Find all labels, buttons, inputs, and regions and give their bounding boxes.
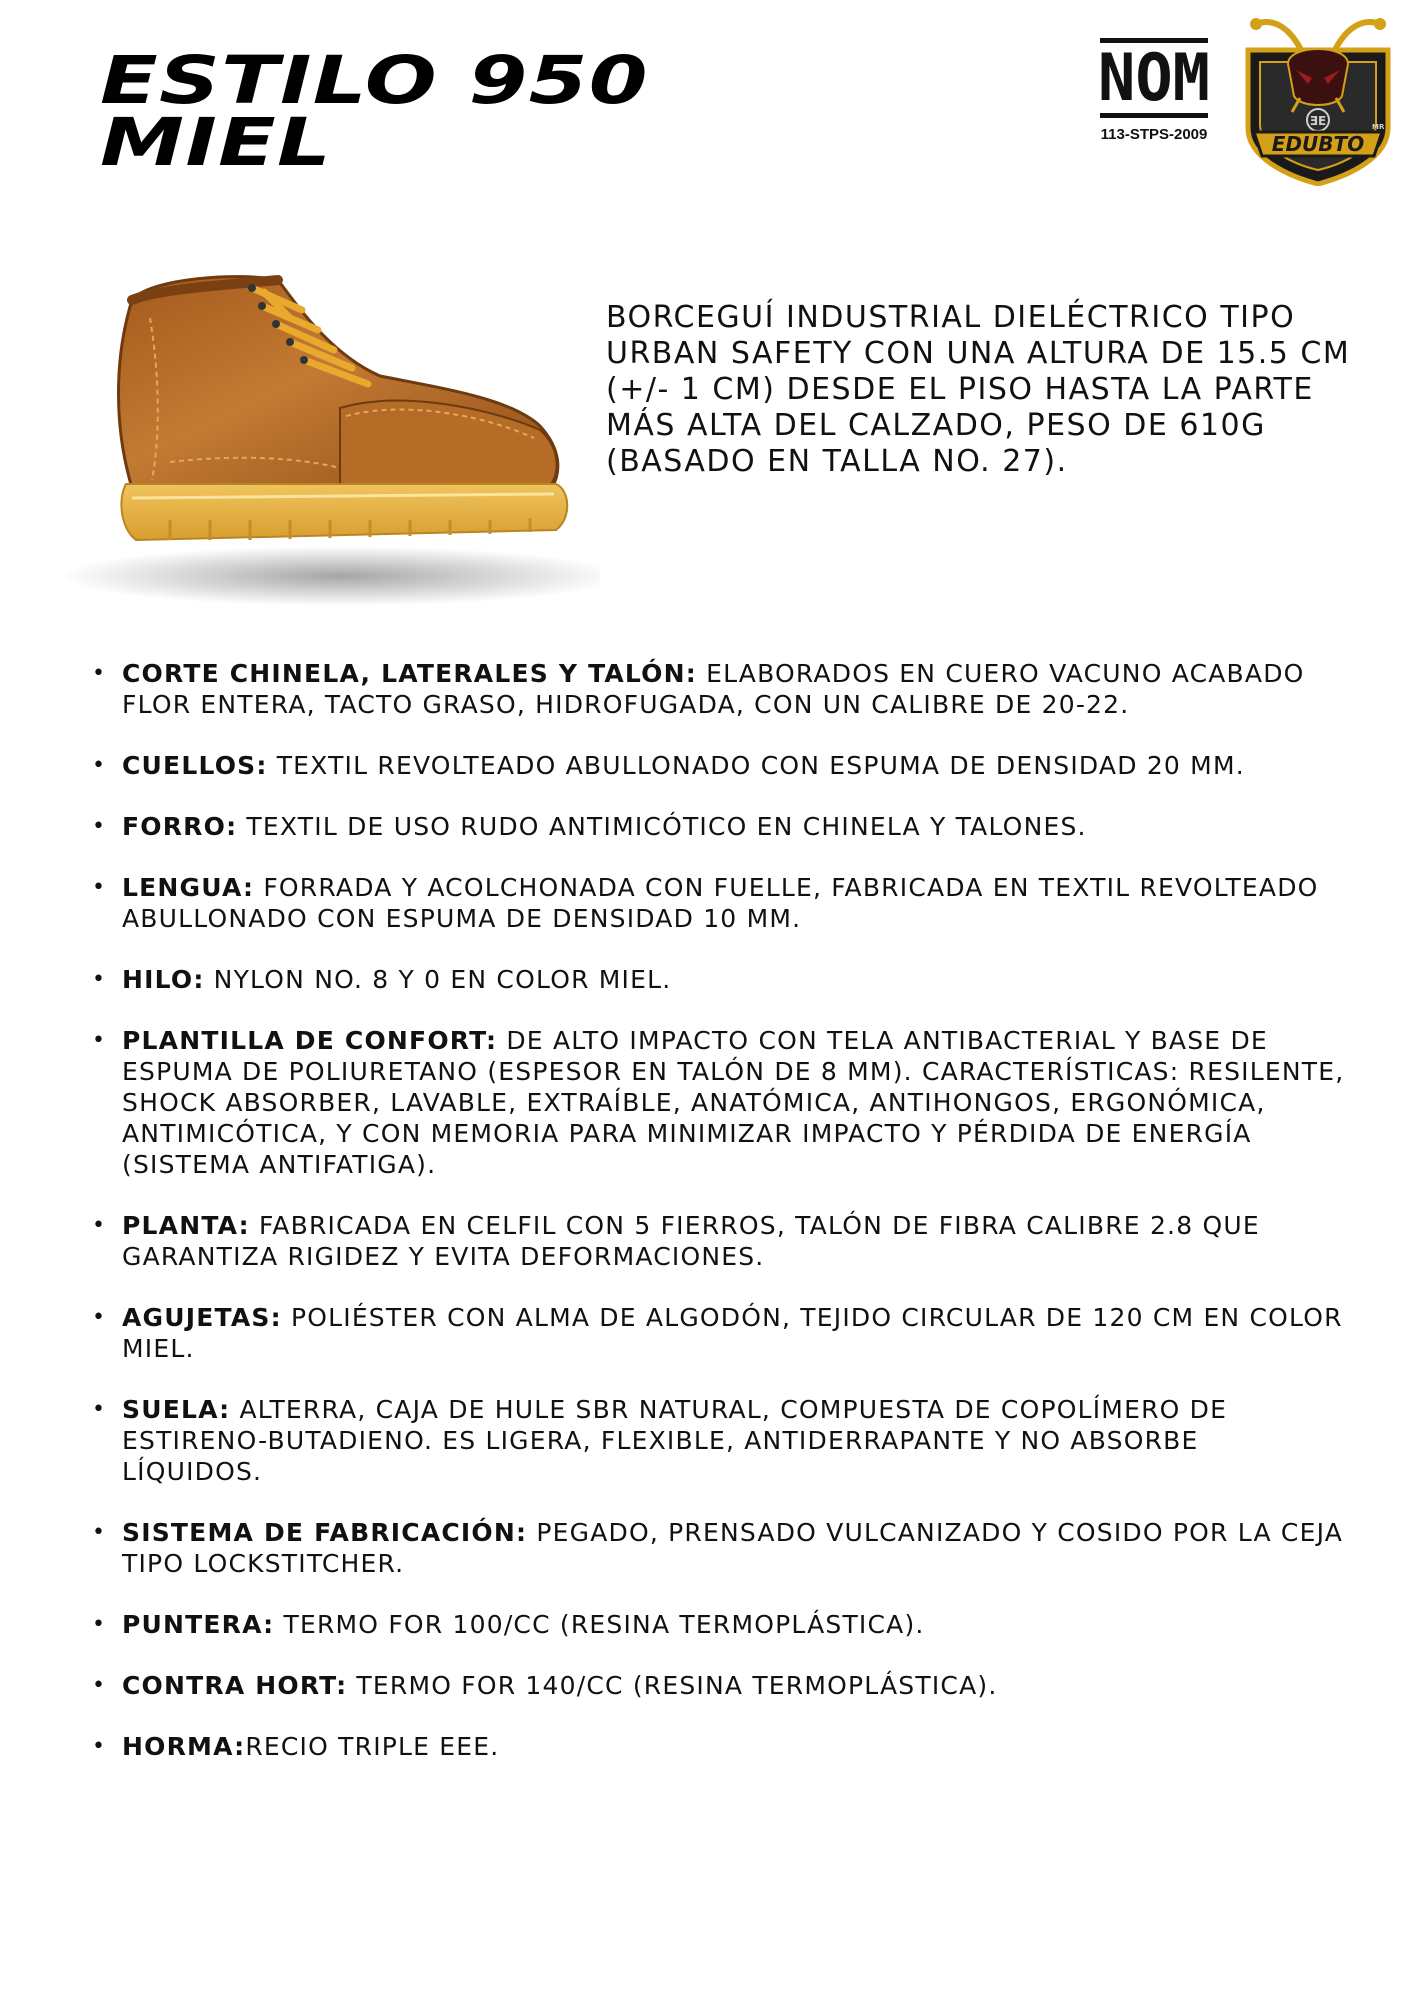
bullet-icon: • [92, 1734, 107, 1759]
title-line-2: MIEL [100, 104, 333, 181]
spec-item-suela [92, 1394, 1346, 1487]
logo-trademark: MR [1372, 123, 1385, 131]
spec-label: SISTEMA DE FABRICACIÓN: [122, 1518, 528, 1547]
spec-item-cuellos [92, 750, 1346, 781]
spec-label: PLANTILLA DE CONFORT: [122, 1026, 498, 1055]
spec-text: PEGADO, PRENSADO VULCANIZADO Y COSIDO POR LA CEJA TIPO LOCKSTITCHER. [122, 1518, 1344, 1578]
spec-label: LENGUA: [122, 873, 255, 902]
spec-label: FORRO: [122, 812, 238, 841]
product-description: BORCEGUÍ INDUSTRIAL DIELÉCTRICO TIPO URBAN SAFETY CON UNA ALTURA DE 15.5 CM (+/- 1 CM) DESDE EL PISO HASTA LA PARTE MÁS ALTA DEL CALZADO, PESO DE 610G (BASADO EN TALLA NO. 27). [606, 300, 1351, 479]
spec-label: PLANTA: [122, 1211, 250, 1240]
spec-label: CORTE CHINELA, LATERALES Y TALÓN: [122, 659, 697, 688]
spec-label: HORMA: [122, 1732, 246, 1761]
spec-label: AGUJETAS: [122, 1303, 282, 1332]
spec-item-contra-hort [92, 1670, 1346, 1701]
spec-item-forro [92, 811, 1346, 842]
bullet-icon: • [92, 1612, 107, 1637]
spec-item-agujetas [92, 1302, 1346, 1364]
svg-text:ƎE: ƎE [1309, 114, 1327, 128]
spec-label: SUELA: [122, 1395, 231, 1424]
bullet-icon: • [92, 753, 107, 778]
spec-text: ALTERRA, CAJA DE HULE SBR NATURAL, COMPUESTA DE COPOLÍMERO DE ESTIRENO-BUTADIENO. ES LIGERA, FLEXIBLE, ANTIDERRAPANTE Y NO ABSORBE LÍQUIDOS. [122, 1395, 1228, 1486]
bullet-icon: • [92, 1028, 107, 1053]
spec-text: TERMO FOR 140/CC (RESINA TERMOPLÁSTICA). [347, 1671, 998, 1700]
spec-text: FORRADA Y ACOLCHONADA CON FUELLE, FABRICADA EN TEXTIL REVOLTEADO ABULLONADO CON ESPUMA DE DENSIDAD 10 MM. [122, 873, 1319, 933]
spec-text: FABRICADA EN CELFIL CON 5 FIERROS, TALÓN DE FIBRA CALIBRE 2.8 QUE GARANTIZA RIGIDEZ Y EVITA DEFORMACIONES. [122, 1211, 1260, 1271]
edubto-ant-logo-icon [1238, 8, 1398, 186]
bullet-icon: • [92, 1673, 107, 1698]
spec-text: RECIO TRIPLE EEE. [245, 1732, 500, 1761]
spec-label: HILO: [122, 965, 205, 994]
bullet-icon: • [92, 1397, 107, 1422]
spec-text: POLIÉSTER CON ALMA DE ALGODÓN, TEJIDO CIRCULAR DE 120 CM EN COLOR MIEL. [122, 1303, 1343, 1363]
spec-text: TEXTIL REVOLTEADO ABULLONADO CON ESPUMA DE DENSIDAD 20 MM. [267, 751, 1245, 780]
bullet-icon: • [92, 1213, 107, 1238]
nom-code: 113-STPS-2009 [1100, 126, 1208, 143]
bullet-icon: • [92, 661, 107, 686]
title-line-1: ESTILO 950 [100, 42, 649, 119]
bullet-icon: • [92, 1520, 107, 1545]
spec-item-horma [92, 1731, 1346, 1762]
work-boot-icon [40, 258, 600, 608]
spec-label: PUNTERA: [122, 1610, 275, 1639]
spec-item-lengua [92, 872, 1346, 934]
spec-label: CUELLOS: [122, 751, 268, 780]
bullet-icon: • [92, 814, 107, 839]
spec-item-corte [92, 658, 1346, 720]
bullet-icon: • [92, 875, 107, 900]
bullet-icon: • [92, 967, 107, 992]
spec-text: TEXTIL DE USO RUDO ANTIMICÓTICO EN CHINELA Y TALONES. [237, 812, 1087, 841]
nom-certification-mark [1090, 38, 1218, 143]
spec-item-hilo [92, 964, 1346, 995]
spec-item-sistema [92, 1517, 1346, 1579]
spec-text: ELABORADOS EN CUERO VACUNO ACABADO FLOR ENTERA, TACTO GRASO, HIDROFUGADA, CON UN CALIBRE DE 20-22. [122, 659, 1305, 719]
spec-text: DE ALTO IMPACTO CON TELA ANTIBACTERIAL Y BASE DE ESPUMA DE POLIURETANO (ESPESOR EN TALÓN DE 8 MM). CARACTERÍSTICAS: RESILENTE, SHOCK ABSORBER, LAVABLE, EXTRAÍBLE, ANATÓMICA, ANTIHONGOS, ERGONÓMICA, ANTIMICÓTICA, Y CON MEMORIA PARA MINIMIZAR IMPACTO Y PÉRDIDA DE ENERGÍA (SISTEMA ANTIFATIGA). [122, 1026, 1345, 1179]
bullet-icon: • [92, 1305, 107, 1330]
spec-text: NYLON NO. 8 Y 0 EN COLOR MIEL. [204, 965, 672, 994]
spec-list [92, 658, 1346, 1792]
spec-text: TERMO FOR 100/CC (RESINA TERMOPLÁSTICA). [274, 1610, 925, 1639]
spec-item-plantilla [92, 1025, 1346, 1180]
page-title [100, 42, 649, 181]
logo-text: EDUBTO [1271, 132, 1365, 156]
spec-item-planta [92, 1210, 1346, 1272]
spec-item-puntera [92, 1609, 1346, 1640]
spec-label: CONTRA HORT: [122, 1671, 348, 1700]
nom-text: NOM [1098, 39, 1210, 116]
